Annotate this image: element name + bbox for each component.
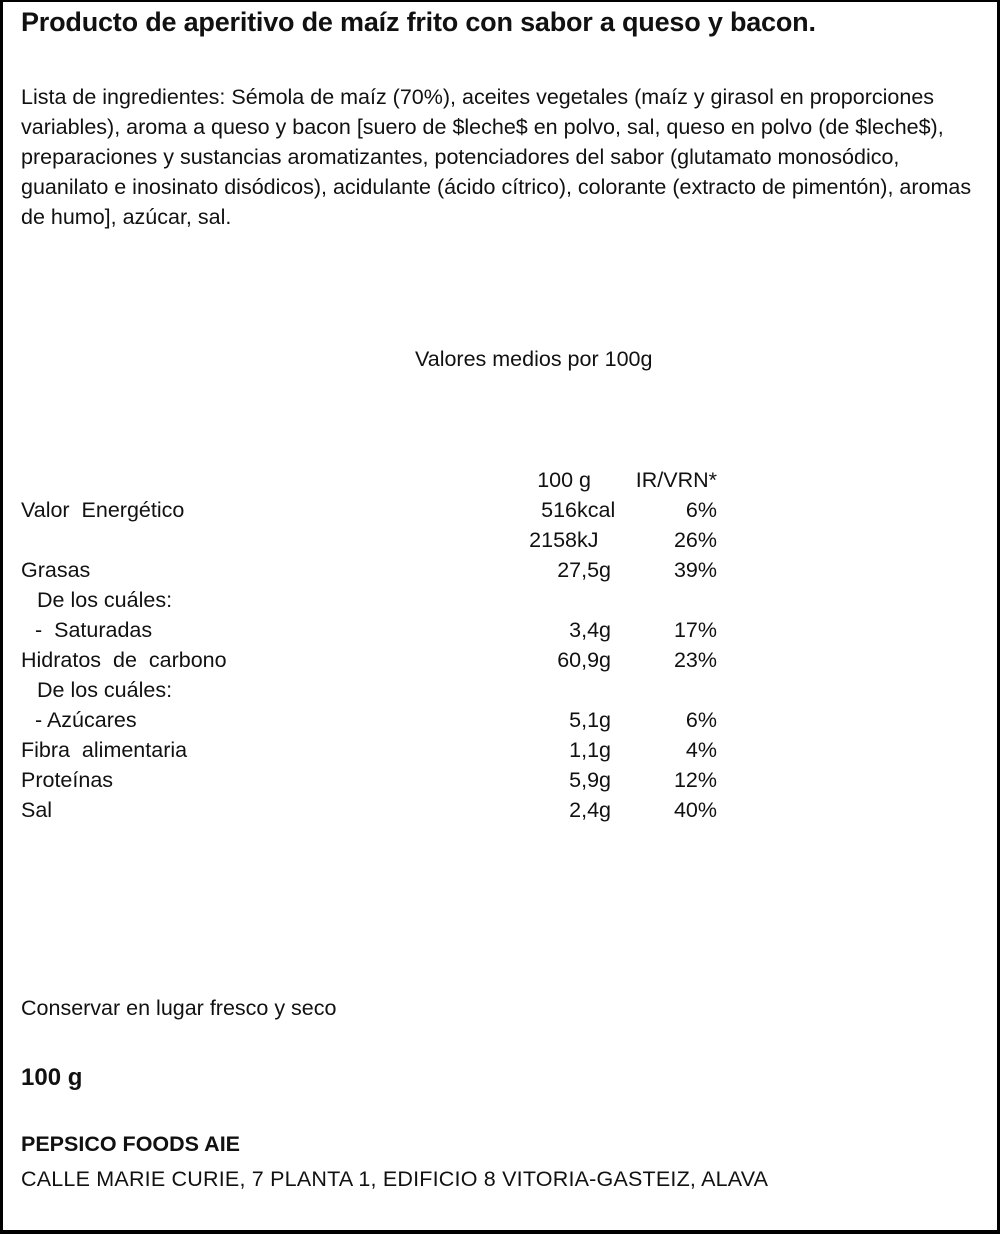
nutrient-value: 60,9g: [557, 648, 611, 672]
nutrient-label: - Azúcares: [35, 708, 137, 732]
nutrition-row-saturates: [21, 618, 741, 648]
net-weight: 100 g: [21, 1064, 83, 1091]
nutrition-row-of-which: [21, 678, 741, 708]
nutrient-label: De los cuáles:: [37, 588, 173, 612]
nutrition-row-of-which: [21, 588, 741, 618]
nutrient-value: 2,4g: [569, 798, 611, 822]
nutrition-row-salt: [21, 798, 741, 828]
nutrition-row-energy-kcal: [21, 498, 741, 528]
nutrient-value: 3,4g: [569, 618, 611, 642]
nutrition-table: [21, 468, 741, 828]
nutrient-unit: kcal: [577, 498, 616, 522]
product-label: [3, 2, 997, 1230]
nutrient-label: Proteínas: [21, 768, 114, 792]
nutrient-label: Grasas: [21, 558, 91, 582]
storage-instructions: Conservar en lugar fresco y seco: [21, 996, 337, 1020]
nutrient-percent: 6%: [685, 708, 717, 732]
nutrient-value: 1,1g: [569, 738, 611, 762]
nutrition-row-fat: [21, 558, 741, 588]
nutrition-row-energy-kj: [21, 528, 741, 558]
nutrient-percent: 4%: [685, 738, 717, 762]
nutrient-label: Sal: [21, 798, 53, 822]
company-address: CALLE MARIE CURIE, 7 PLANTA 1, EDIFICIO 8 VITORIA-GASTEIZ, ALAVA: [21, 1167, 769, 1191]
column-header-reference: IR/VRN*: [635, 468, 717, 492]
product-title: Producto de aperitivo de maíz frito con sabor a queso y bacon.: [21, 7, 816, 37]
nutrient-value: 5,9g: [569, 768, 611, 792]
nutrient-percent: 39%: [673, 558, 717, 582]
nutrient-label: - Saturadas: [35, 618, 153, 642]
nutrient-percent: 40%: [673, 798, 717, 822]
nutrition-row-carbohydrates: [21, 648, 741, 678]
nutrient-percent: 23%: [673, 648, 717, 672]
company-name: PEPSICO FOODS AIE: [21, 1132, 241, 1156]
column-header-amount: 100 g: [537, 468, 591, 492]
nutrition-row-protein: [21, 768, 741, 798]
nutrient-label: Hidratos de carbono: [21, 648, 227, 672]
nutrient-label: Valor Energético: [21, 498, 185, 522]
nutrition-row-fibre: [21, 738, 741, 768]
nutrient-percent: 6%: [685, 498, 717, 522]
nutrient-percent: 26%: [673, 528, 717, 552]
ingredients-list: Lista de ingredientes: Sémola de maíz (70%), aceites vegetales (maíz y girasol en proporciones variables), aroma a queso y bacon [suero de $leche$ en polvo, sal, queso en polvo (de $leche$), preparaciones y sustancias aromatizantes, potenciadores del sabor (glutamato monosódico, guanilato e inosinato disódicos), acidulante (ácido cítrico), colorante (extracto de pimentón), aromas de humo], azúcar, sal.: [21, 85, 972, 229]
nutrient-value: 516: [541, 498, 577, 522]
nutrient-unit: kJ: [577, 528, 599, 552]
nutrient-value: 2158: [529, 528, 577, 552]
nutrient-percent: 12%: [673, 768, 717, 792]
nutrient-label: Fibra alimentaria: [21, 738, 188, 762]
nutrient-value: 27,5g: [557, 558, 611, 582]
nutrient-percent: 17%: [673, 618, 717, 642]
nutrient-label: De los cuáles:: [37, 678, 173, 702]
nutrition-row-sugars: [21, 708, 741, 738]
nutrition-header-row: [21, 468, 741, 498]
nutrient-value: 5,1g: [569, 708, 611, 732]
nutrition-heading: Valores medios por 100g: [415, 347, 653, 371]
